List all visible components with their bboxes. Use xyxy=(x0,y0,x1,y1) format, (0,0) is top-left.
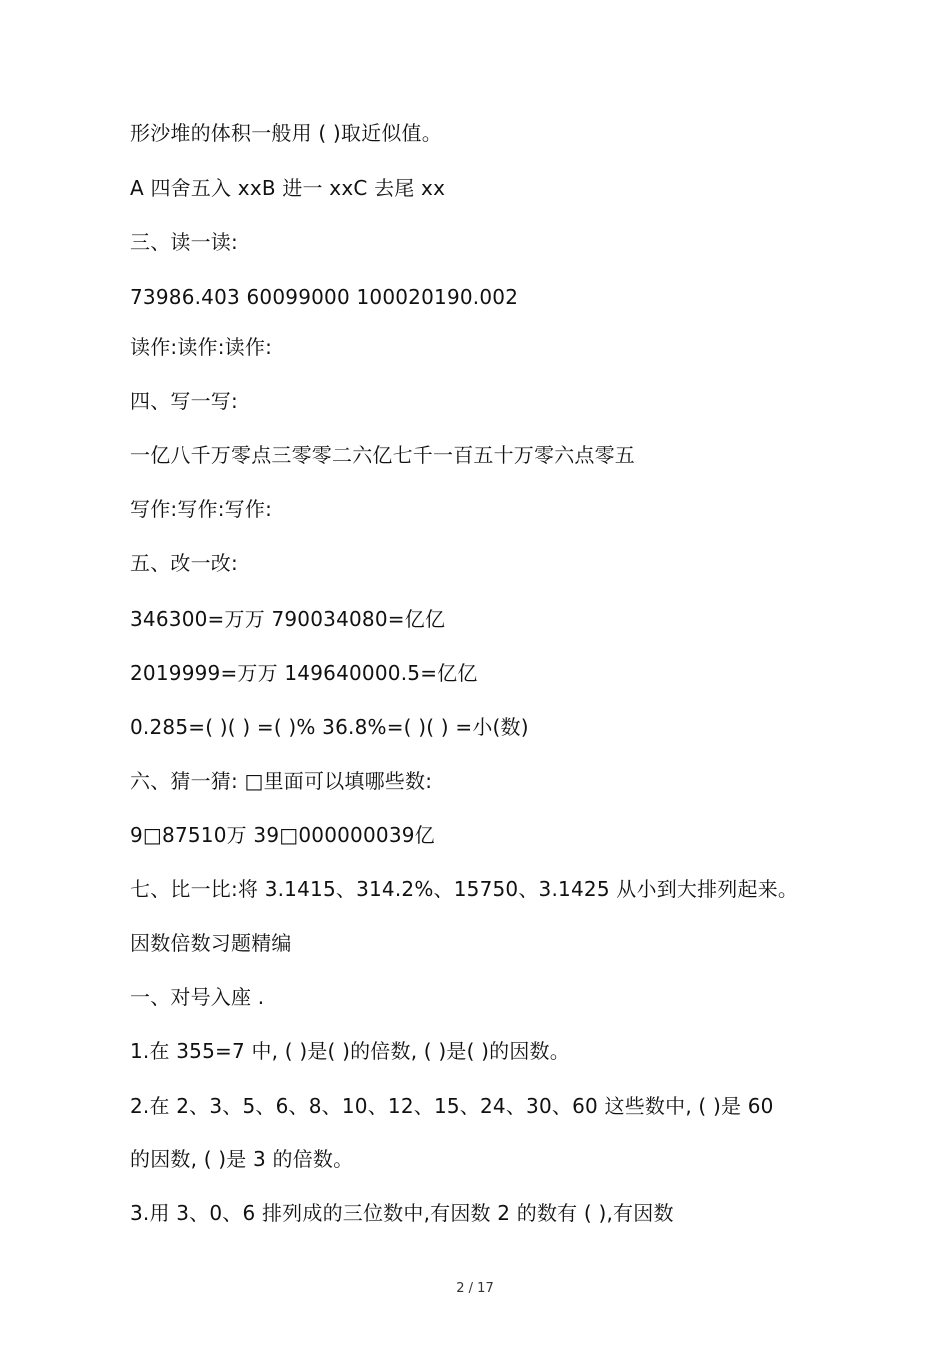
text-line-conversion: 0.285=( )( ) =( )% 36.8%=( )( ) =小(数) xyxy=(130,715,529,739)
text-line-chinese-numbers: 一亿八千万零点三零零二六亿七千一百五十万零六点零五 xyxy=(130,443,635,467)
section-heading-rewrite: 五、改一改: xyxy=(130,551,238,575)
question-2-part-2: 的因数, ( )是 3 的倍数。 xyxy=(130,1147,354,1171)
section-heading-read: 三、读一读: xyxy=(130,230,238,254)
text-line-numbers: 73986.403 60099000 100020190.002 xyxy=(130,285,519,309)
text-line-write-answers: 写作:写作:写作: xyxy=(130,497,273,521)
text-line-rewrite-1: 346300=万万 790034080=亿亿 xyxy=(130,607,446,631)
text-line-rewrite-2: 2019999=万万 149640000.5=亿亿 xyxy=(130,661,478,685)
document-subtitle: 因数倍数习题精编 xyxy=(130,931,292,955)
question-3: 3.用 3、0、6 排列成的三位数中,有因数 2 的数有 ( ),有因数 xyxy=(130,1201,674,1225)
text-line-read-answers: 读作:读作:读作: xyxy=(130,335,273,359)
section-heading-write: 四、写一写: xyxy=(130,389,238,413)
section-heading-guess: 六、猜一猜: □里面可以填哪些数: xyxy=(130,769,433,793)
text-line-guess: 9□87510万 39□000000039亿 xyxy=(130,823,435,847)
question-2-part-1: 2.在 2、3、5、6、8、10、12、15、24、30、60 这些数中, ( )是 60 xyxy=(130,1094,774,1118)
section-heading-match: 一、对号入座 . xyxy=(130,985,265,1009)
text-line-1: 形沙堆的体积一般用 ( )取近似值。 xyxy=(130,121,442,145)
section-heading-compare: 七、比一比:将 3.1415、314.2%、15750、3.1425 从小到大排列起来。 xyxy=(130,877,799,901)
text-line-2: A 四舍五入 xxB 进一 xxC 去尾 xx xyxy=(130,176,446,200)
page-number: 2 / 17 xyxy=(456,1281,494,1296)
question-1: 1.在 355=7 中, ( )是( )的倍数, ( )是( )的因数。 xyxy=(130,1039,570,1063)
